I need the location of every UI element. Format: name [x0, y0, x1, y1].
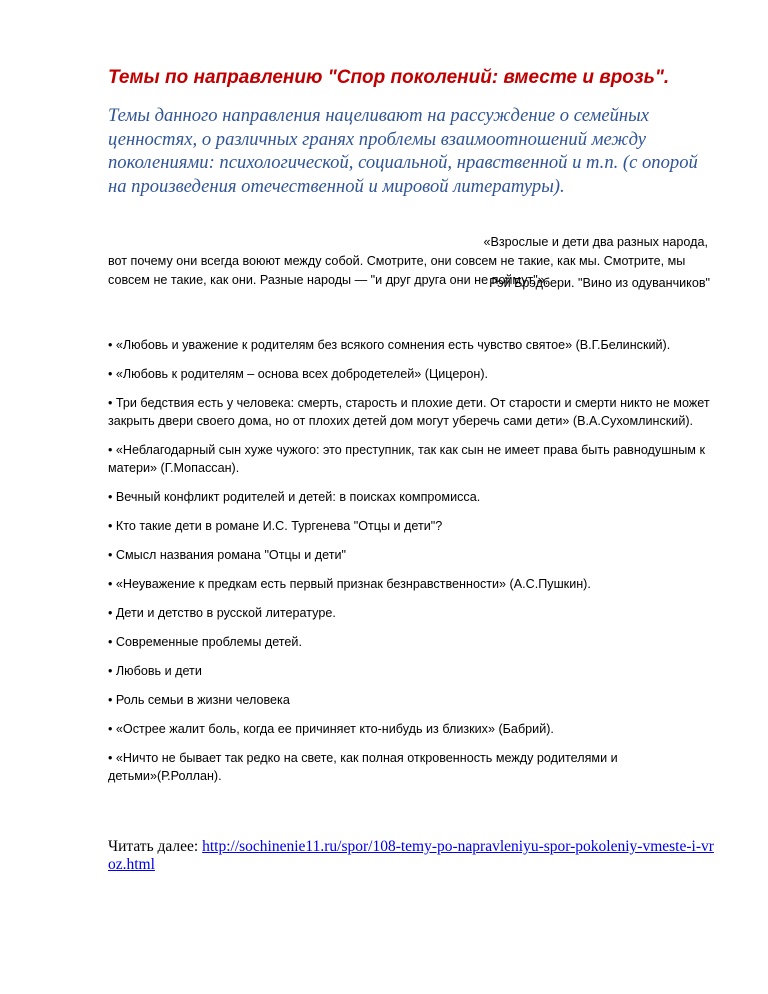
- topic-item: • «Ничто не бывает так редко на свете, как полная откровенность между родителями и детьми»(Р.Роллан).: [108, 751, 618, 783]
- topic-item: • Смысл названия романа "Отцы и дети": [108, 548, 346, 562]
- topic-item: • «Неблагодарный сын хуже чужого: это преступник, так как сын не имеет права быть равнодушным к матери» (Г.Мопассан).: [108, 443, 705, 475]
- topics-list: [108, 336, 720, 796]
- topic-item: • Роль семьи в жизни человека: [108, 693, 290, 707]
- epigraph-author: Рэй Брэдбери. "Вино из одуванчиков": [489, 276, 710, 290]
- topic-item: • «Неуважение к предкам есть первый признак безнравственности» (А.С.Пушкин).: [108, 577, 591, 591]
- topic-item: • Дети и детство в русской литературе.: [108, 606, 336, 620]
- source-link[interactable]: http://sochinenie11.ru/spor/108-temy-po-napravleniyu-spor-pokoleniy-vmeste-i-vroz.html: [108, 838, 714, 873]
- topic-item: • Кто такие дети в романе И.С. Тургенева "Отцы и дети"?: [108, 519, 443, 533]
- read-more: [108, 838, 720, 874]
- direction-description: Темы данного направления нацеливают на рассуждение о семейных ценностях, о различных гранях проблемы взаимоотношений между поколениями: психологической, социальной, нравственной и т.п. (с опорой на произведения отечественной и мировой литературы).: [108, 105, 698, 197]
- topic-item: • Три бедствия есть у человека: смерть, старость и плохие дети. От старости и смерти никто не может закрыть двери своего дома, но от плохих детей дом могут уберечь сами дети» (В.А.Сухомлинский).: [108, 396, 710, 428]
- epigraph-rest: вот почему они всегда воюют между собой. Смотрите, они совсем не такие, как мы. Смотрите, мы совсем не такие, как они. Разные народы — "и друг друга они не поймут"».: [108, 254, 686, 287]
- read-more-label: Читать далее:: [108, 838, 203, 855]
- epigraph-first-line: «Взрослые и дети два разных народа,: [483, 235, 708, 249]
- topic-item: • Вечный конфликт родителей и детей: в поисках компромисса.: [108, 490, 481, 504]
- topic-item: • «Любовь и уважение к родителям без всякого сомнения есть чувство святое» (В.Г.Белинский).: [108, 338, 671, 352]
- page-title: Темы по направлению "Спор поколений: вместе и врозь".: [108, 67, 670, 88]
- topic-item: • Современные проблемы детей.: [108, 635, 302, 649]
- topic-item: • «Любовь к родителям – основа всех добродетелей» (Цицерон).: [108, 367, 489, 381]
- topic-item: • «Острее жалит боль, когда ее причиняет кто-нибудь из близких» (Бабрий).: [108, 722, 554, 736]
- topic-item: • Любовь и дети: [108, 664, 202, 678]
